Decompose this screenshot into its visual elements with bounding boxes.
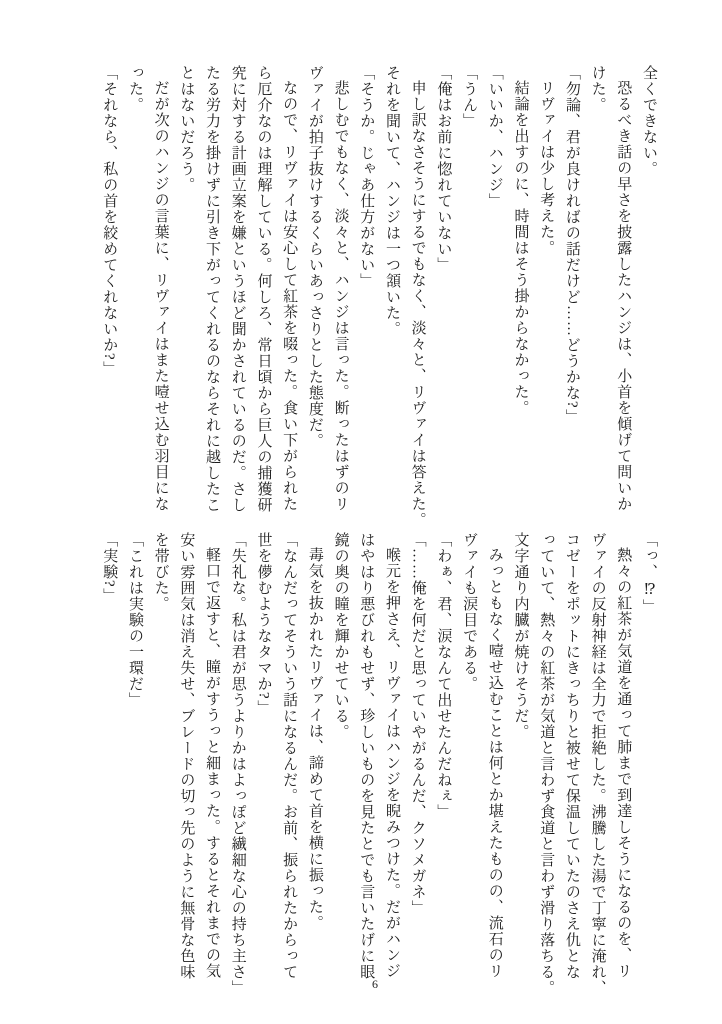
text-line: 結論を出すのに、時間はそう掛からなかった。 xyxy=(512,80,529,416)
text-line: 全くできない。 xyxy=(641,65,657,177)
text-line: 熱々の紅茶が気道を通って肺まで到達しそうになるのを、リ xyxy=(615,547,632,979)
upper-text-block xyxy=(96,65,661,528)
text-line: みっともなく噎せ込むことは何とか堪えたものの、流石のリ xyxy=(486,547,503,979)
text-line: 「わぁ、君、涙なんて出せたんだねぇ」 xyxy=(435,532,452,820)
lower-text-block xyxy=(96,532,661,996)
text-line: 「それなら、私の首を絞めてくれないか?」 xyxy=(101,65,118,377)
text-line: 「うん」 xyxy=(461,65,478,129)
text-line: ら厄介なのは理解している。何しろ、常日頃から巨人の捕獲研 xyxy=(255,65,272,513)
text-line: 「これは実験の一環だ」 xyxy=(126,532,143,708)
text-line: 安い雰囲気は消え失せ、ブレードの切っ先のように無骨な色味 xyxy=(178,532,195,980)
text-line: 申し訳なさそうにするでもなく、淡々と、リヴァイは答えた。 xyxy=(409,80,426,528)
text-line: はやはり悪びれもせず、珍しいものを見たとでも言いたげに眼 xyxy=(358,532,375,980)
text-line: 「いいか、ハンジ」 xyxy=(486,65,503,209)
text-line: だが次のハンジの言葉に、リヴァイはまた噎せ込む羽目にな xyxy=(152,80,169,512)
page-number: 6 xyxy=(372,977,378,991)
text-line: ヴァイも涙目である。 xyxy=(461,532,478,692)
text-line: 悲しむでもなく、淡々と、ハンジは言った。断ったはずのリ xyxy=(332,80,349,512)
text-line: 世を儚むようなタマか?」 xyxy=(255,532,272,716)
text-line: 「実験?」 xyxy=(101,532,118,604)
text-line: とはないだろう。 xyxy=(178,65,195,193)
text-line: 鏡の奥の瞳を輝かせている。 xyxy=(332,532,349,740)
text-line: 「……俺を何だと思っていやがるんだ、クソメガネ」 xyxy=(409,532,426,916)
text-line: 「勿論、君が良ければの話だけど……どうかな?」 xyxy=(563,65,580,425)
text-line: けた。 xyxy=(589,65,606,113)
text-line: 「なんだってそういう話になるんだ。お前、振られたからって xyxy=(281,532,298,980)
text-line: 「失礼な。私は君が思うよりかはよっぽど繊細な心の持ち主さ」 xyxy=(229,532,246,996)
text-line: 「っ、⁉」 xyxy=(641,532,657,615)
text-line: を帯びた。 xyxy=(152,532,169,612)
text-line: 恐るべき話の早さを披露したハンジは、小首を傾げて問いか xyxy=(615,80,632,512)
text-line: それを聞いて、ハンジは一つ頷いた。 xyxy=(383,65,400,337)
text-line: った。 xyxy=(126,65,143,113)
text-line: ヴァイが拍子抜けするくらいあっさりとした態度だ。 xyxy=(306,65,323,449)
text-line: 文字通り内臓が焼けそうだ。 xyxy=(512,532,529,740)
text-line: 喉元を押さえ、リヴァイはハンジを睨みつけた。だがハンジ xyxy=(383,547,400,979)
text-line: 軽口で返すと、瞳がすうっと細まった。するとそれまでの気 xyxy=(204,547,221,979)
text-line: 究に対する計画立案を嫌というほど聞かされているのだ。さし xyxy=(229,65,246,513)
text-line: たる労力を掛けずに引き下がってくれるのならそれに越したこ xyxy=(204,65,221,513)
text-line: ヴァイの反射神経は全力で拒絶した。沸騰した湯で丁寧に淹れ、 xyxy=(589,532,606,996)
text-line: 毒気を抜かれたリヴァイは、諦めて首を横に振った。 xyxy=(306,547,323,931)
text-line: っていて、熱々の紅茶が気道と言わず食道と言わず滑り落ちる。 xyxy=(538,532,555,996)
text-line: なので、リヴァイは安心して紅茶を啜った。食い下がられた xyxy=(281,80,298,512)
text-line: 「そうか。じゃあ仕方がない」 xyxy=(358,65,375,289)
text-line: コゼーをポットにきっちりと被せて保温していたのさえ仇とな xyxy=(563,532,580,980)
text-line: リヴァイは少し考えた。 xyxy=(538,80,555,256)
text-line: 「俺はお前に惚れていない」 xyxy=(435,65,452,273)
